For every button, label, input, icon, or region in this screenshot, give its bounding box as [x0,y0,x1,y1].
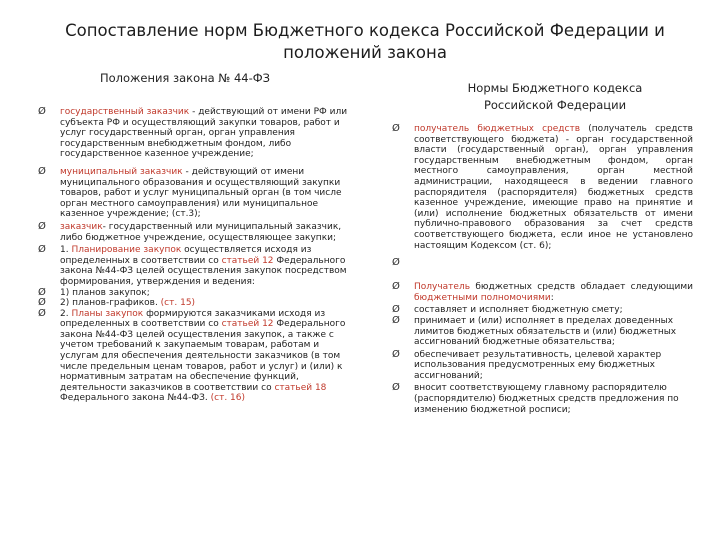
list-item [392,350,693,382]
list-item [392,124,693,251]
arrow-bullet-icon: Ø [38,220,46,232]
list-item [38,245,358,287]
arrow-bullet-icon: Ø [392,281,400,293]
arrow-bullet-icon: Ø [392,304,400,316]
item-text: 1. [60,245,72,256]
arrow-bullet-icon: Ø [392,348,400,360]
item-text: 1) планов закупок; [60,287,150,298]
link-article-18[interactable]: статьей 18 [274,382,327,393]
right-column-heading: Нормы Бюджетного кодекса Российской Федерации [467,81,643,112]
item-text: Федерального закона №44-ФЗ. [60,393,211,404]
list-item [38,222,358,243]
item-text: осуществляется исходя из определенных в соответствии со [60,245,312,266]
list-item [38,298,358,309]
item-text: вносит соответствующему главному распорядителю (распорядителю) бюджетных средств предложения по изменению бюджетной росписи; [414,383,679,415]
link-procurement-plans[interactable]: Планы закупок [71,308,144,319]
left-column-heading: Положения закона № 44-ФЗ [99,71,271,85]
list-item [38,167,358,220]
item-text: бюджетных средств обладает следующими [470,282,693,293]
right-column-list [392,124,693,415]
item-text: 2. [60,308,72,319]
arrow-bullet-icon: Ø [38,297,46,309]
term-municipal-customer: муниципальный заказчик [60,166,183,177]
list-item [392,305,693,316]
item-text: : [550,292,554,303]
arrow-bullet-icon: Ø [38,286,46,298]
item-text: принимает и (или) исполняет в пределах доведенных лимитов бюджетных обязательств и (или) бюджетных ассигнований бюджетные обязательства; [414,315,677,348]
list-item [392,316,693,348]
item-text: обеспечивает результативность, целевой характер использования предусмотренных ему бюджетных ассигнований; [414,349,662,381]
arrow-bullet-icon: Ø [38,165,46,177]
link-article-16[interactable]: (ст. 16) [210,393,246,404]
slide-title: Сопоставление норм Бюджетного кодекса Российской Федерации и положений закона [65,21,665,62]
term-government-customer: государственный заказчик [60,107,190,117]
arrow-bullet-icon: Ø [392,314,400,326]
item-text: - действующий от имени РФ или субъекта РФ и осуществляющий закупки товаров, работ и услуг государственный орган, орган управления государственным внебюджетным фондом, либо государственное казенное учреждение; [60,107,348,160]
link-article-12[interactable]: статьей 12 [221,255,274,266]
list-item [392,282,693,303]
arrow-bullet-icon: Ø [38,106,46,117]
arrow-bullet-icon: Ø [392,257,400,269]
arrow-bullet-icon: Ø [38,307,46,319]
item-text: - действующий от имени муниципального образования и осуществляющий закупки товаров, работ и услуг муниципальный орган (в том числе орган местного самоуправления) или муниципальное казенное учреждение; (ст.3); [60,166,342,220]
arrow-bullet-icon: Ø [38,244,46,256]
item-text: Федерального закона №44-ФЗ целей осуществления закупок, а также с учетом требований к закупаемым товарам, работам и услугам для обеспечения деятельности заказчиков (в том числе предельным ценам товаров, работ и услуг) и (или) к нормативным затратам на обеспечение функций, деятельности заказчиков в соответствии со [60,319,346,393]
list-item [38,288,358,299]
link-procurement-planning[interactable]: Планирование закупок [71,245,182,256]
left-column-list [38,107,358,404]
item-text: - государственный или муниципальный заказчик, либо бюджетное учреждение, осуществляющее закупки; [60,221,342,243]
item-text: составляет и исполняет бюджетную смету; [414,305,623,316]
list-item [38,309,358,404]
link-article-12[interactable]: статьей 12 [221,319,274,330]
term-budget-recipient: получатель бюджетных средств [414,124,581,134]
item-text: формируются заказчиками исходя из определенных в соответствии со [60,308,326,330]
arrow-bullet-icon: Ø [392,123,400,134]
term-budget-powers: бюджетными полномочиями [414,292,551,303]
item-text: 2) планов-графиков. [60,298,161,309]
term-recipient: Получатель [414,282,471,293]
list-item-empty [392,258,693,270]
link-article-15[interactable]: (ст. 15) [160,298,196,309]
item-text: Федерального закона №44-ФЗ целей осуществления закупок посредством формирования, утверждения и ведения: [60,255,347,287]
term-customer: заказчик [60,221,103,232]
arrow-bullet-icon: Ø [392,382,400,394]
list-item [38,107,358,160]
list-item [392,383,693,415]
item-text: (получатель средств соответствующего бюджета) - орган государственной власти (государственный орган), орган управления государственным внебюджетным фондом, орган местного самоуправления, орган местной администрации, находящееся в ведении главного распорядителя (распорядителя) бюджетных средств казенное учреждение, имеющие право на принятие и (или) исполнение бюджетных обязательств от имени публично-правового образования за счет средств соответствующего бюджета, если иное не установлено настоящим Кодексом (ст. 6); [414,124,693,251]
